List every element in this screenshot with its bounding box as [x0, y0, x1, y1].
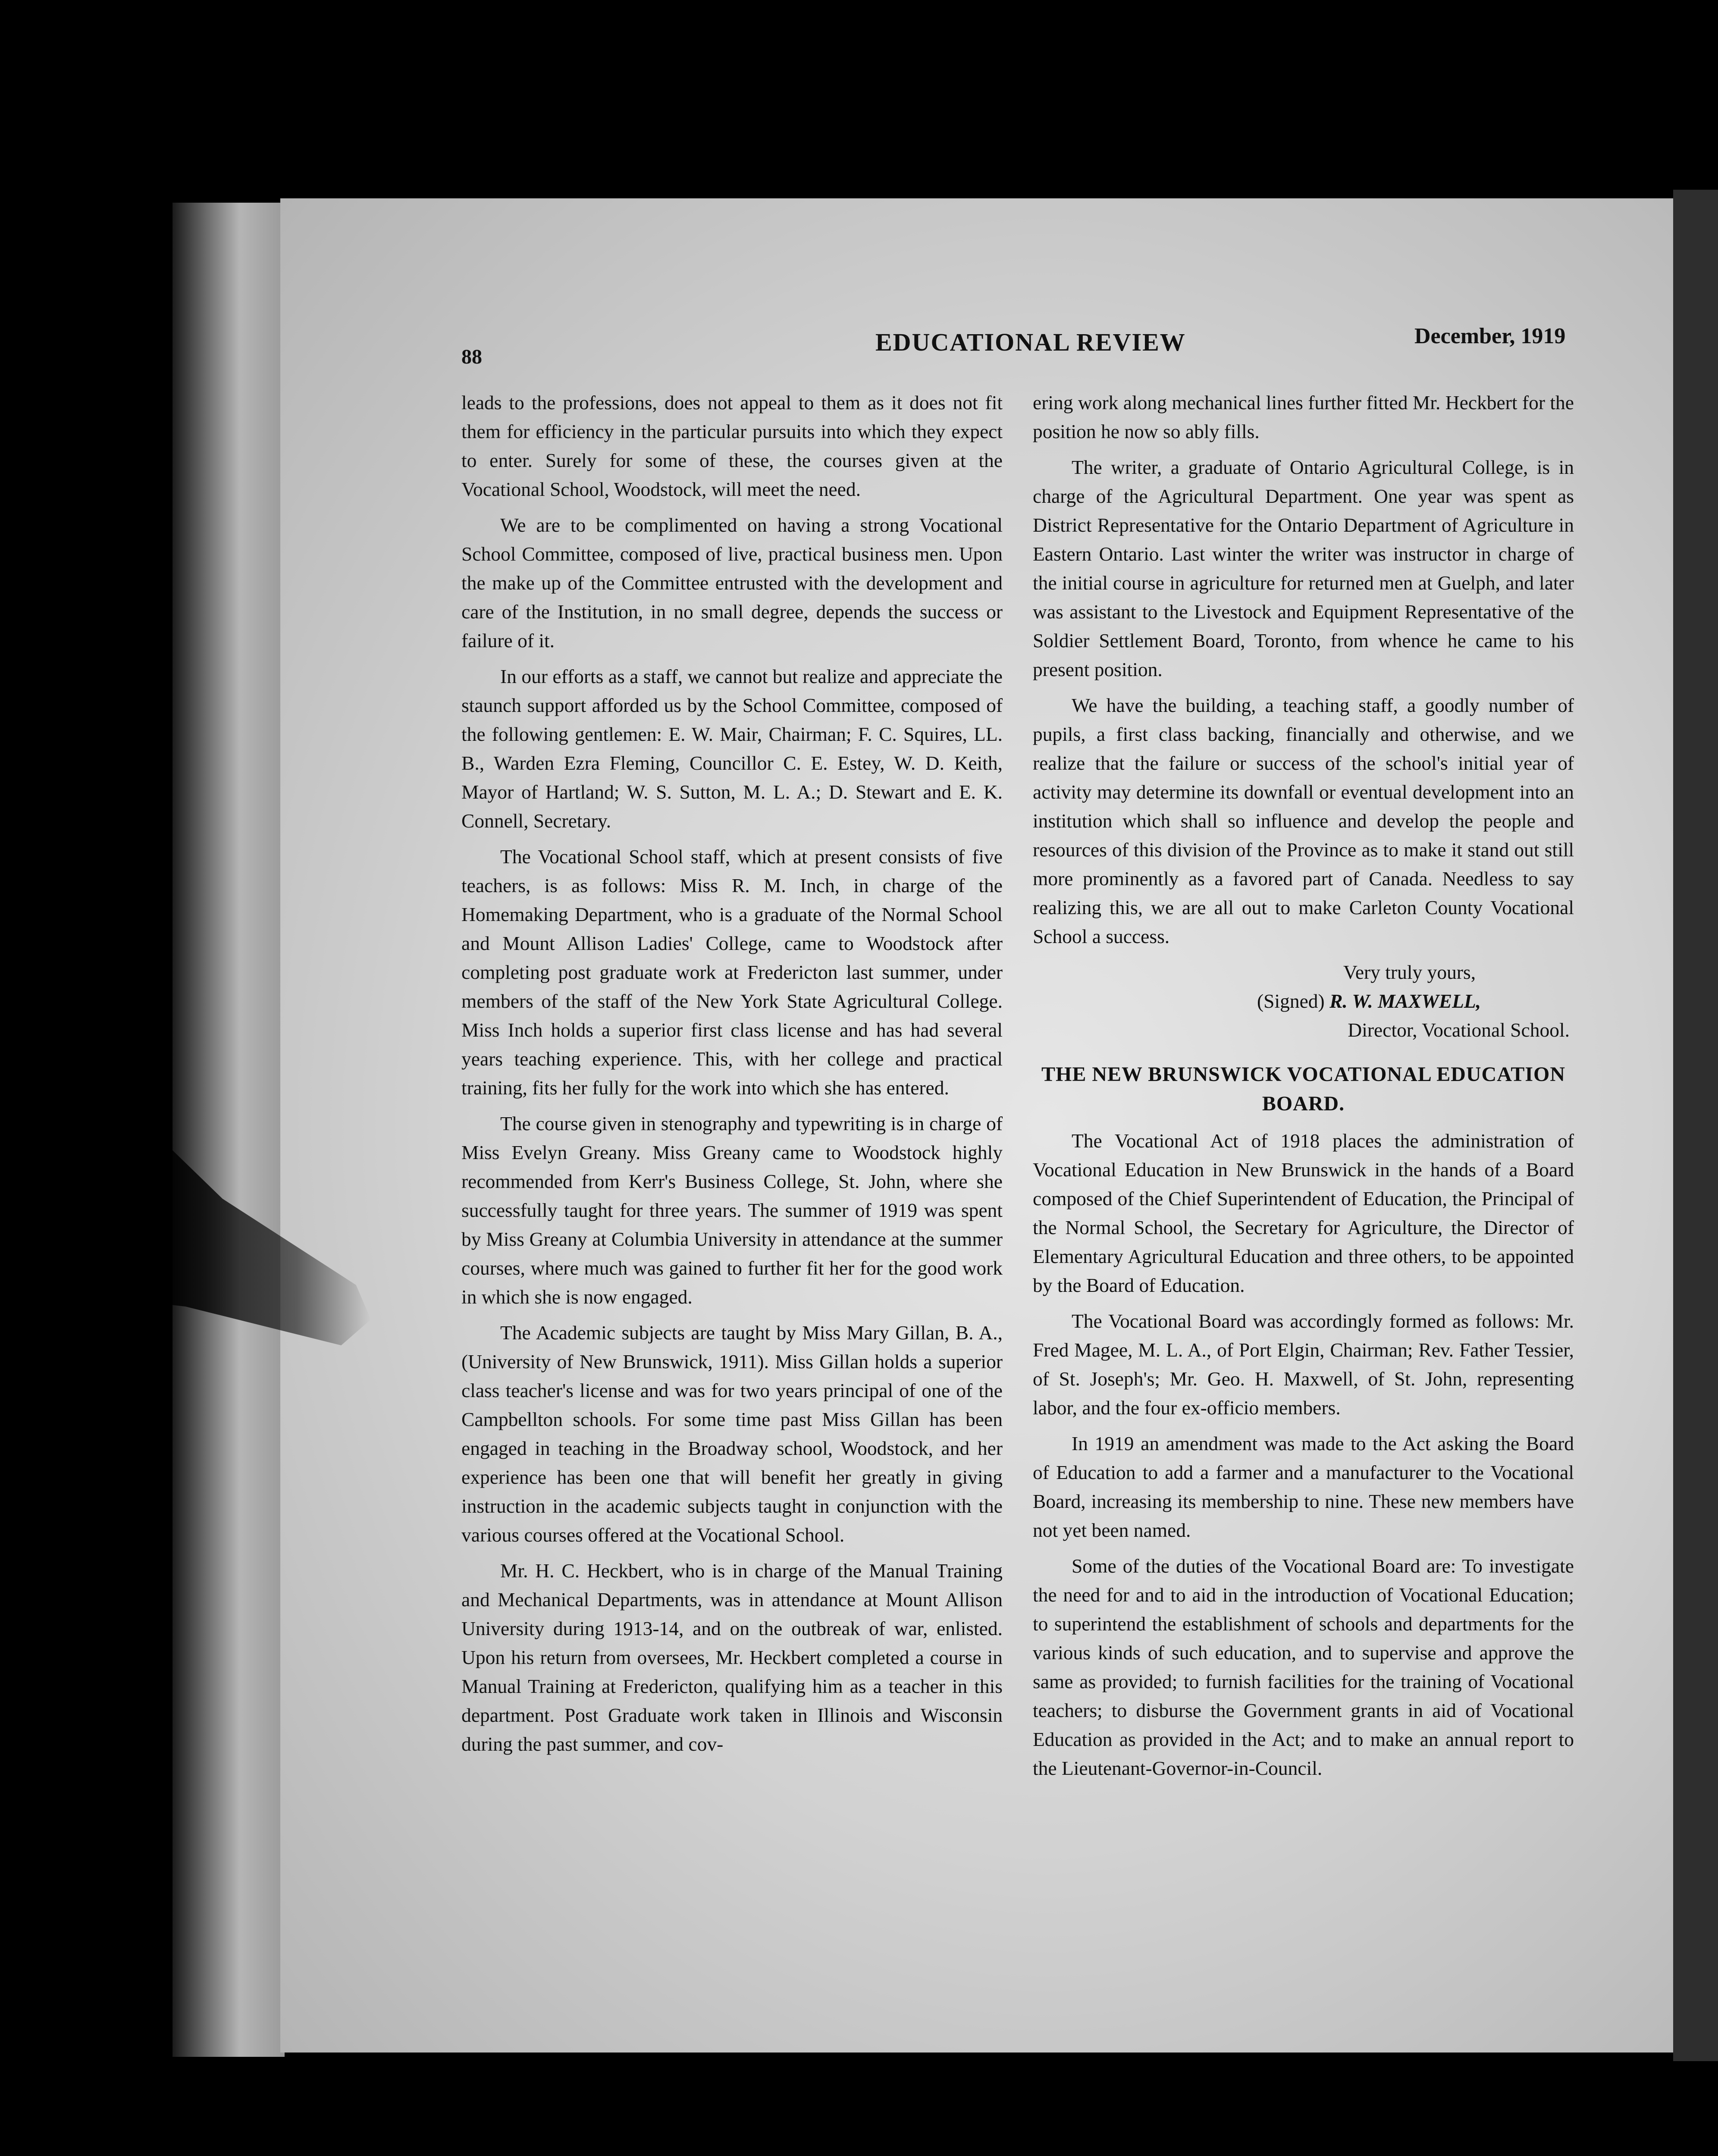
book-page-edges [172, 203, 285, 2057]
signer-title: Director, Vocational School. [1348, 1019, 1570, 1041]
paragraph: Some of the duties of the Vocational Board are: To investigate the need for and to aid in the introduction of Vocational Education; to superintend the establishment of schools and departments for the various kinds of such education, and to supervise and approve the same as provided; to furnish facilities for the training of Vocational teachers; to disburse the Government grants in aid of Vocational Education as provided in the Act; and to make an annual report to the Lieutenant-Governor-in-Council. [1033, 1555, 1574, 1779]
book-cover-edge [1673, 190, 1718, 2061]
paragraph: ering work along mechanical lines further fitted Mr. Heckbert for the position he now so ably fills. [1033, 392, 1574, 442]
paragraph: The Vocational Board was accordingly formed as follows: Mr. Fred Magee, M. L. A., of Port Elgin, Chairman; Rev. Father Tessier, of St. Joseph's; Mr. Geo. H. Maxwell, of St. John, representing labor, and the four ex-officio members. [1033, 1310, 1574, 1419]
paragraph: leads to the professions, does not appeal to them as it does not fit them for efficiency in the particular pursuits into which they expect to enter. Surely for some of these, the courses given at the Vocational School, Woodstock, will meet the need. [461, 392, 1003, 500]
signed-prefix: (Signed) [1257, 990, 1325, 1012]
paragraph: The Academic subjects are taught by Miss Mary Gillan, B. A., (University of New Brunswick, 1911). Miss Gillan holds a superior class teacher's license and was for two years principal of one of the Campbellton schools. For some time past Miss Gillan has been engaged in teaching in the Broadway school, Woodstock, and her experience has been one that will benefit her greatly in giving instruction in the academic subjects taught in conjunction with the various courses offered at the Vocational School. [461, 1322, 1003, 1546]
paragraph: The Vocational School staff, which at present consists of five teachers, is as follows: Miss R. M. Inch, in charge of the Homemaking Department, who is a graduate of the Normal School and Mount Allison Ladies' College, came to Woodstock after completing post graduate work at Fredericton last summer, under members of the staff of the New York State Agricultural College. Miss Inch holds a superior first class license and has had several years teaching experience. This, with her college and practical training, fits her fully for the work into which she has entered. [461, 846, 1003, 1099]
closing-salutation: Very truly yours, [1343, 961, 1476, 983]
letter-signoff [1033, 958, 1574, 1044]
book-page [280, 198, 1673, 2053]
signer-name: R. W. MAXWELL, [1329, 990, 1481, 1012]
page-number: 88 [461, 345, 482, 368]
article-heading: THE NEW BRUNSWICK VOCATIONAL EDUCATION BOARD. [1041, 1063, 1566, 1115]
paragraph: The writer, a graduate of Ontario Agricultural College, is in charge of the Agricultural Department. One year was spent as District Representative for the Ontario Department of Agriculture in Eastern Ontario. Last winter the writer was instructor in charge of the initial course in agriculture for returned men at Guelph, and later was assistant to the Livestock and Equipment Representative of the Soldier Settlement Board, Toronto, from whence he came to his present position. [1033, 456, 1574, 680]
left-column [461, 388, 1003, 1765]
right-column [1033, 388, 1574, 1789]
paragraph: In 1919 an amendment was made to the Act asking the Board of Education to add a farmer and a manufacturer to the Vocational Board, increasing its membership to nine. These new members have not yet been named. [1033, 1432, 1574, 1541]
issue-date: December, 1919 [1414, 324, 1566, 348]
paragraph: We are to be complimented on having a strong Vocational School Committee, composed of live, practical business men. Upon the make up of the Committee entrusted with the development and care of the Institution, in no small degree, depends the success or failure of it. [461, 514, 1003, 652]
running-title: EDUCATIONAL REVIEW [875, 328, 1186, 356]
paragraph: The course given in stenography and typewriting is in charge of Miss Evelyn Greany. Miss Greany came to Woodstock highly recommended from Kerr's Business College, St. John, where she successfully taught for three years. The summer of 1919 was spent by Miss Greany at Columbia University in attendance at the summer courses, where much was gained to further fit her for the good work in which she is now engaged. [461, 1112, 1003, 1308]
paragraph: Mr. H. C. Heckbert, who is in charge of the Manual Training and Mechanical Departments, was in attendance at Mount Allison University during 1913-14, and on the outbreak of war, enlisted. Upon his return from oversees, Mr. Heckbert completed a course in Manual Training at Fredericton, qualifying him as a teacher in this department. Post Graduate work taken in Illinois and Wisconsin during the past summer, and cov- [461, 1560, 1003, 1755]
signature-line [1033, 987, 1574, 1015]
paragraph: We have the building, a teaching staff, a goodly number of pupils, a first class backing, financially and otherwise, and we realize that the failure or success of the school's initial year of activity may determine its downfall or eventual development into an institution which shall so influence and develop the people and resources of this division of the Province as to make it stand out still more prominently as a favored part of Canada. Needless to say realizing this, we are all out to make Carleton County Vocational School a success. [1033, 694, 1574, 947]
paragraph: The Vocational Act of 1918 places the administration of Vocational Education in New Brunswick in the hands of a Board composed of the Chief Superintendent of Education, the Principal of the Normal School, the Secretary for Agriculture, the Director of Elementary Agricultural Education and three others, to be appointed by the Board of Education. [1033, 1130, 1574, 1296]
paragraph: In our efforts as a staff, we cannot but realize and appreciate the staunch support afforded us by the School Committee, composed of the following gentlemen: E. W. Mair, Chairman; F. C. Squires, LL. B., Warden Ezra Fleming, Councillor C. E. Estey, W. D. Keith, Mayor of Hartland; W. S. Sutton, M. L. A.; D. Stewart and E. K. Connell, Secretary. [461, 665, 1003, 832]
